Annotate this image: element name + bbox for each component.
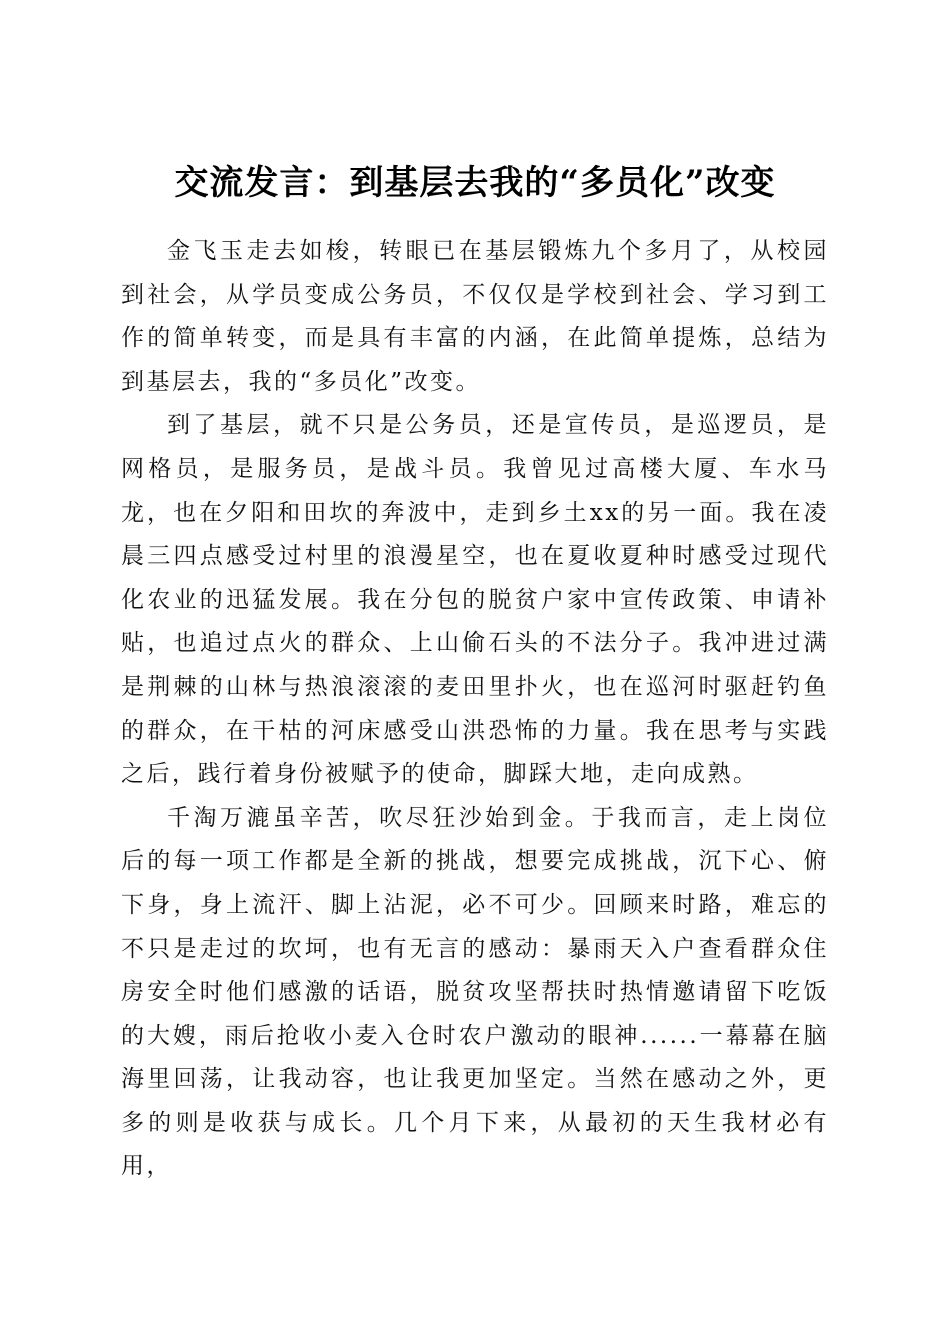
paragraph-2: 到了基层，就不只是公务员，还是宣传员，是巡逻员，是网格员，是服务员，是战斗员。我曾见过高楼大厦、车水马龙，也在夕阳和田坎的奔波中，走到乡土xx的另一面。我在凌晨三四点感受过村里的浪漫星空，也在夏收夏种时感受过现代化农业的迅猛发展。我在分包的脱贫户家中宣传政策、申请补贴，也追过点火的群众、上山偷石头的不法分子。我冲进过满是荆棘的山林与热浪滚滚的麦田里扑火，也在巡河时驱赶钓鱼的群众，在干枯的河床感受山洪恐怖的力量。我在思考与实践之后，践行着身份被赋予的使命，脚踩大地，走向成熟。 (121, 412, 829, 788)
paragraph-1: 金飞玉走去如梭，转眼已在基层锻炼九个多月了，从校园到社会，从学员变成公务员，不仅仅是学校到社会、学习到工作的简单转变，而是具有丰富的内涵，在此简单提炼，总结为到基层去，我的“多员化”改变。 (121, 238, 829, 395)
document-title: 交流发言：到基层去我的“多员化”改变 (174, 162, 776, 203)
paragraph-3: 千淘万漉虽辛苦，吹尽狂沙始到金。于我而言，走上岗位后的每一项工作都是全新的挑战，想要完成挑战，沉下心、俯下身，身上流汗、脚上沾泥，必不可少。回顾来时路，难忘的不只是走过的坎坷，也有无言的感动：暴雨天入户查看群众住房安全时他们感激的话语，脱贫攻坚帮扶时热情邀请留下吃饭的大嫂，雨后抢收小麦入仓时农户激动的眼神......一幕幕在脑海里回荡，让我动容，也让我更加坚定。当然在感动之外，更多的则是收获与成长。几个月下来，从最初的天生我材必有用， (121, 804, 829, 1180)
document-body (121, 230, 829, 1189)
